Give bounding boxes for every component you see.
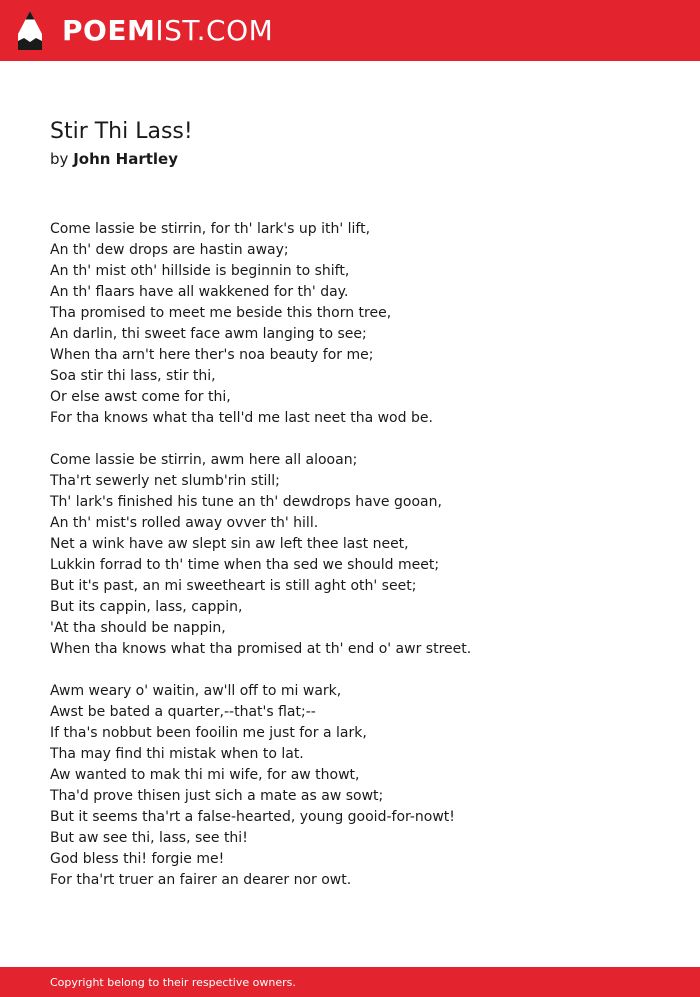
logo-bold-text: POEM	[62, 14, 156, 47]
poem-line: Tha'd prove thisen just sich a mate as aw sowt;	[50, 788, 384, 804]
poem-line: 'At tha should be nappin,	[50, 620, 226, 636]
poem-line: But aw see thi, lass, see thi!	[50, 830, 248, 846]
poem-body	[50, 219, 670, 912]
poem-line: God bless thi! forgie me!	[50, 851, 225, 867]
poem-line: Or else awst come for thi,	[50, 389, 231, 405]
poem-line: Tha'rt sewerly net slumb'rin still;	[50, 473, 280, 489]
poem-line: Come lassie be stirrin, for th' lark's up ith' lift,	[50, 221, 371, 237]
poem-line: An th' mist oth' hillside is beginnin to shift,	[50, 263, 350, 279]
poem-line: Net a wink have aw slept sin aw left thee last neet,	[50, 536, 409, 552]
copyright-text: Copyright belong to their respective owners.	[50, 976, 296, 989]
poem-line: But its cappin, lass, cappin,	[50, 599, 243, 615]
poem-line: When tha knows what tha promised at th' end o' awr street.	[50, 641, 472, 657]
author-name: John Hartley	[73, 150, 178, 168]
by-label: by	[50, 150, 69, 168]
poem-byline	[50, 149, 178, 169]
logo-light-text: IST.COM	[155, 14, 274, 47]
site-header	[0, 0, 700, 61]
poem-line: Tha promised to meet me beside this thorn tree,	[50, 305, 392, 321]
poem-line: If tha's nobbut been fooilin me just for a lark,	[50, 725, 367, 741]
stanza	[50, 681, 670, 891]
pencil-icon[interactable]	[17, 10, 43, 51]
poem-line: Th' lark's finished his tune an th' dewdrops have gooan,	[50, 494, 442, 510]
stanza	[50, 450, 670, 660]
poem-line: Aw wanted to mak thi mi wife, for aw thowt,	[50, 767, 360, 783]
poem-line: An darlin, thi sweet face awm langing to see;	[50, 326, 367, 342]
poem-line: Awst be bated a quarter,--that's flat;--	[50, 704, 316, 720]
poem-line: For tha knows what tha tell'd me last neet tha wod be.	[50, 410, 433, 426]
poem-line: But it seems tha'rt a false-hearted, young gooid-for-nowt!	[50, 809, 455, 825]
poem-line: Lukkin forrad to th' time when tha sed we should meet;	[50, 557, 440, 573]
poem-line: When tha arn't here ther's noa beauty for me;	[50, 347, 374, 363]
poem-line: Awm weary o' waitin, aw'll off to mi wark,	[50, 683, 342, 699]
poem-line: An th' dew drops are hastin away;	[50, 242, 289, 258]
poem-line: Soa stir thi lass, stir thi,	[50, 368, 216, 384]
poem-line: Tha may find thi mistak when to lat.	[50, 746, 304, 762]
site-logo[interactable]	[62, 13, 273, 49]
poem-title: Stir Thi Lass!	[50, 119, 193, 144]
poem-line: Come lassie be stirrin, awm here all alooan;	[50, 452, 358, 468]
site-footer	[0, 967, 700, 997]
poem-line: For tha'rt truer an fairer an dearer nor owt.	[50, 872, 352, 888]
stanza	[50, 219, 670, 429]
poem-line: An th' flaars have all wakkened for th' day.	[50, 284, 349, 300]
poem-line: An th' mist's rolled away ovver th' hill.	[50, 515, 319, 531]
poem-line: But it's past, an mi sweetheart is still aght oth' seet;	[50, 578, 417, 594]
